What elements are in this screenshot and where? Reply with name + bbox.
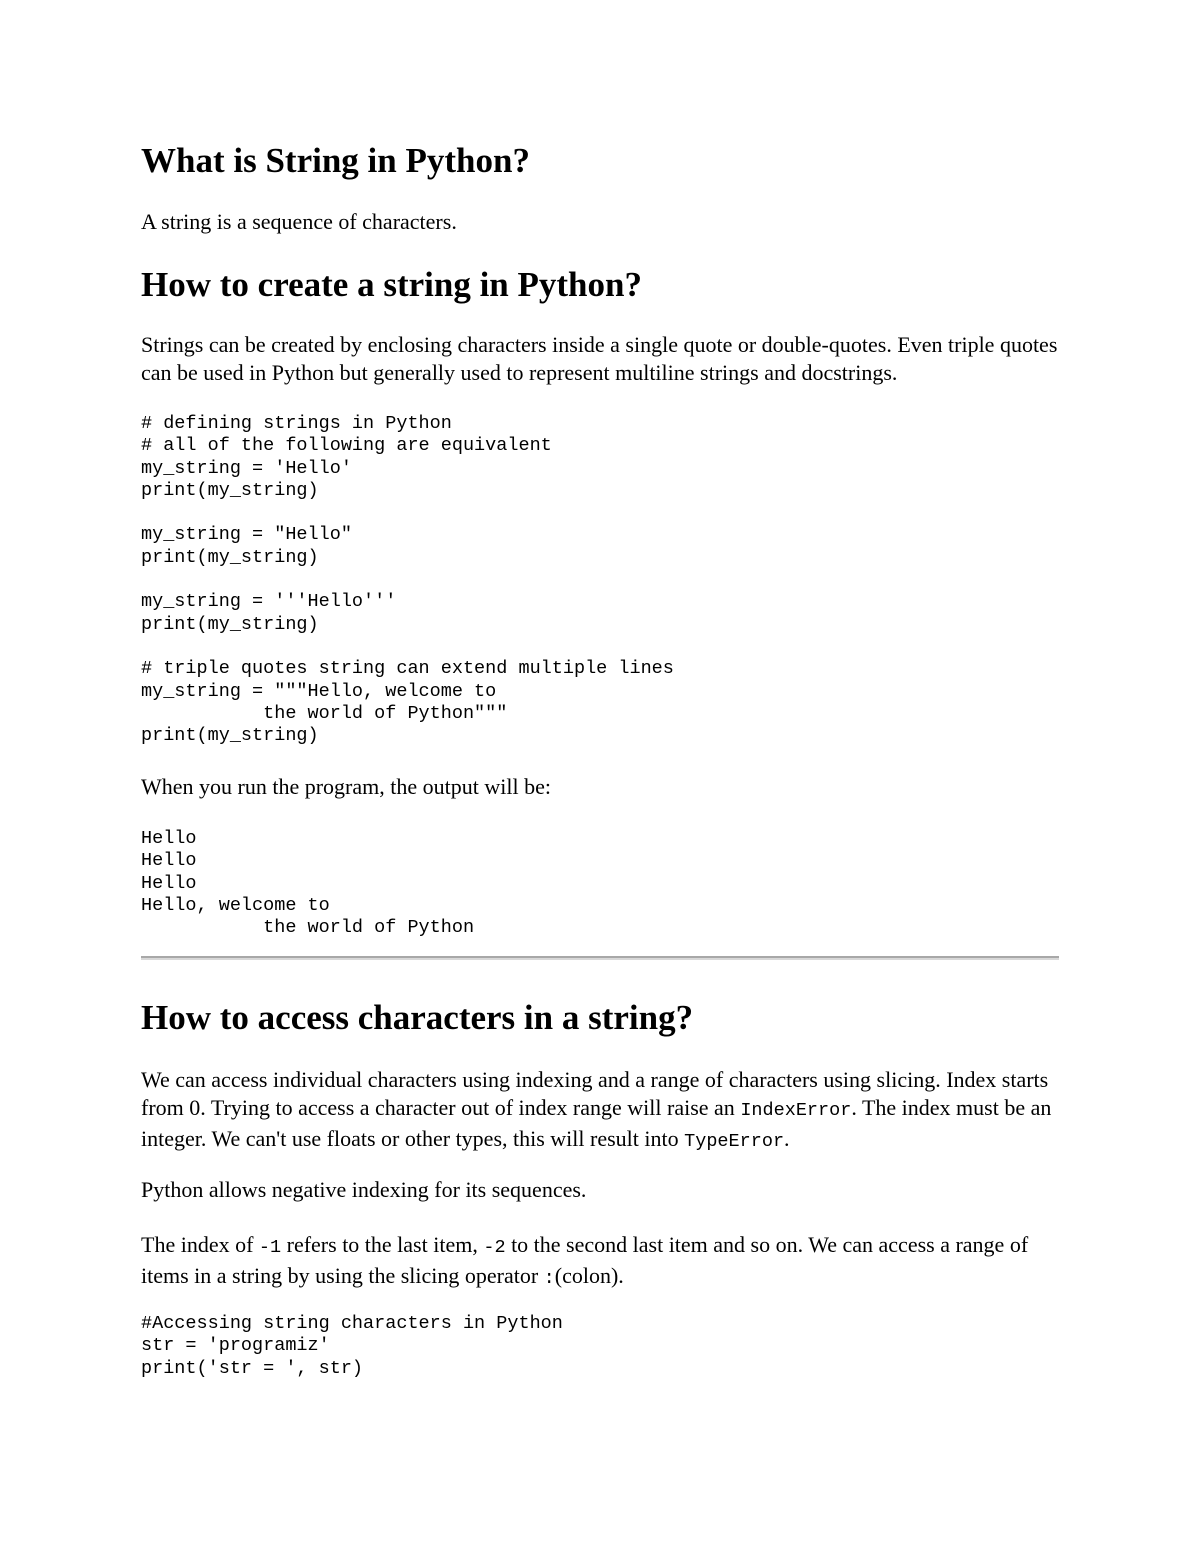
- inline-code-indexerror: IndexError: [740, 1100, 852, 1121]
- paragraph-negative-indexing: Python allows negative indexing for its sequences.: [141, 1177, 587, 1202]
- inline-code-minus-one: -1: [258, 1237, 282, 1258]
- inline-code-minus-two: -2: [483, 1237, 506, 1258]
- inline-code-colon: :: [543, 1268, 555, 1289]
- text-run: .: [784, 1126, 790, 1151]
- paragraph-string-definition: A string is a sequence of characters.: [141, 209, 457, 234]
- code-block-output: Hello Hello Hello Hello, welcome to the world of Python: [141, 828, 475, 939]
- heading-create-string: How to create a string in Python?: [141, 265, 642, 304]
- text-run: The index of: [141, 1232, 259, 1257]
- heading-access-characters: How to access characters in a string?: [141, 998, 694, 1037]
- code-block-accessing-characters: #Accessing string characters in Python str = 'programiz' print('str = ', str): [141, 1313, 563, 1379]
- paragraph-create-string: Strings can be created by enclosing characters inside a single quote or double-quotes. Even triple quotes can be used in Python but generally used to represent multiline strings and docstrings.: [141, 332, 1058, 385]
- paragraph-indexing: [141, 1066, 1061, 1156]
- text-run: to the second last item and so on. We can access a range of items in a string by using the slicing operator: [141, 1232, 1029, 1288]
- text-run: (colon).: [554, 1263, 624, 1288]
- paragraph-slicing: [141, 1231, 1061, 1293]
- code-block-defining-strings: # defining strings in Python # all of the following are equivalent my_string = 'Hello' print(my_string) my_string = "Hello" print(my_string) my_string = '''Hello''' print(my_string) # triple quotes string can extend multiple lines my_string = """Hello, welcome to the world of Python""" print(my_string): [141, 413, 674, 747]
- inline-code-typeerror: TypeError: [684, 1131, 785, 1152]
- paragraph-output-intro: When you run the program, the output will be:: [141, 774, 551, 799]
- text-run: refers to the last item,: [281, 1232, 484, 1257]
- text-run: . The index must be an integer. We can't use floats or other types, this will result into: [141, 1095, 1052, 1151]
- horizontal-rule: [141, 956, 1059, 960]
- text-run: We can access individual characters using indexing and a range of characters using slicing. Index starts from 0. Trying to access a character out of index range will raise an: [141, 1067, 1049, 1120]
- heading-what-is-string: What is String in Python?: [141, 141, 530, 180]
